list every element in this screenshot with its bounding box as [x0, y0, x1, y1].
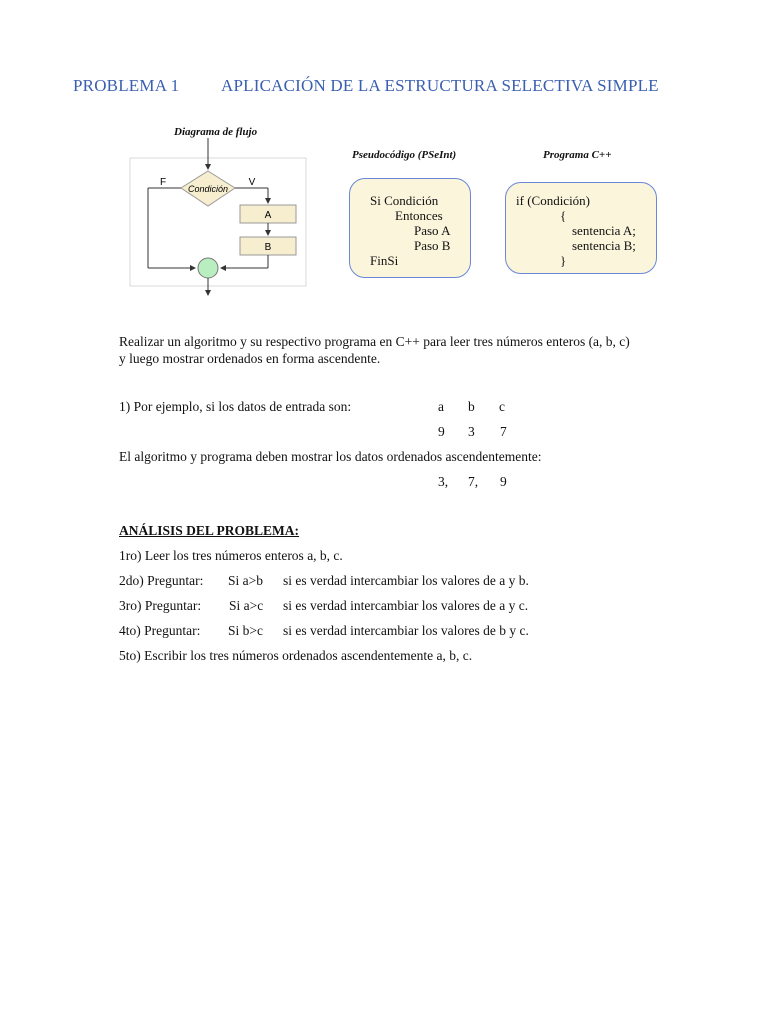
cpp-line: { — [560, 208, 567, 223]
pseudocode-line: Si Condición — [370, 193, 439, 208]
page-title: APLICACIÓN DE LA ESTRUCTURA SELECTIVA SIMPLE — [221, 76, 659, 95]
analysis-step-5: 5to) Escribir los tres números ordenados ascendentemente a, b, c. — [119, 648, 473, 663]
example-header-c: c — [499, 399, 505, 414]
flowchart-caption: Diagrama de flujo — [174, 126, 258, 138]
pseudocode-line: Entonces — [395, 208, 443, 223]
analysis-step-4-action: si es verdad intercambiar los valores de b y c. — [283, 623, 529, 638]
cpp-line: sentencia A; — [572, 223, 636, 238]
pseudocode-box — [349, 178, 471, 278]
cpp-line: sentencia B; — [572, 238, 636, 253]
analysis-heading: ANÁLISIS DEL PROBLEMA: — [119, 523, 300, 538]
pseudocode-line: Paso B — [414, 238, 451, 253]
analysis-step-2-label: 2do) Preguntar: — [119, 573, 204, 588]
example-value-b: 3 — [468, 424, 475, 439]
analysis-step-1: 1ro) Leer los tres números enteros a, b, c. — [119, 548, 343, 563]
analysis-step-3-label: 3ro) Preguntar: — [119, 598, 202, 613]
step-a-label: A — [264, 210, 272, 221]
statement-line-1: Realizar un algoritmo y su respectivo programa en C++ para leer tres números enteros (a, b, c) — [119, 334, 630, 349]
flowchart-diagram — [127, 138, 311, 298]
problem-label: PROBLEMA 1 — [73, 76, 180, 95]
false-label: F — [159, 177, 167, 188]
statement-line-2: y luego mostrar ordenados en forma ascendente. — [119, 351, 381, 366]
example-header-b: b — [468, 399, 475, 414]
pseudocode-caption: Pseudocódigo (PSeInt) — [352, 149, 457, 161]
connector-circle — [198, 258, 218, 278]
example-intro: 1) Por ejemplo, si los datos de entrada son: — [119, 399, 352, 414]
cpp-line: } — [560, 253, 567, 268]
cpp-caption: Programa C++ — [543, 149, 612, 161]
pseudocode-line: FinSi — [370, 253, 399, 268]
example-value-a: 9 — [438, 424, 445, 439]
analysis-step-2-cond: Si a>b — [228, 573, 263, 588]
true-label: V — [248, 177, 256, 188]
cpp-box — [505, 182, 657, 274]
condition-label: Condición — [187, 184, 229, 194]
analysis-step-2-action: si es verdad intercambiar los valores de a y b. — [283, 573, 529, 588]
cpp-line: if (Condición) — [516, 193, 591, 208]
step-b-label: B — [264, 242, 272, 253]
sorted-value-2: 7, — [468, 474, 479, 489]
sorted-value-1: 3, — [438, 474, 449, 489]
analysis-step-3-action: si es verdad intercambiar los valores de a y c. — [283, 598, 529, 613]
pseudocode-line: Paso A — [414, 223, 451, 238]
analysis-step-3-cond: Si a>c — [229, 598, 264, 613]
example-header-a: a — [438, 399, 444, 414]
example-value-c: 7 — [500, 424, 507, 439]
sorted-value-3: 9 — [500, 474, 507, 489]
result-text: El algoritmo y programa deben mostrar los datos ordenados ascendentemente: — [119, 449, 542, 464]
analysis-step-4-cond: Si b>c — [228, 623, 263, 638]
analysis-step-4-label: 4to) Preguntar: — [119, 623, 201, 638]
